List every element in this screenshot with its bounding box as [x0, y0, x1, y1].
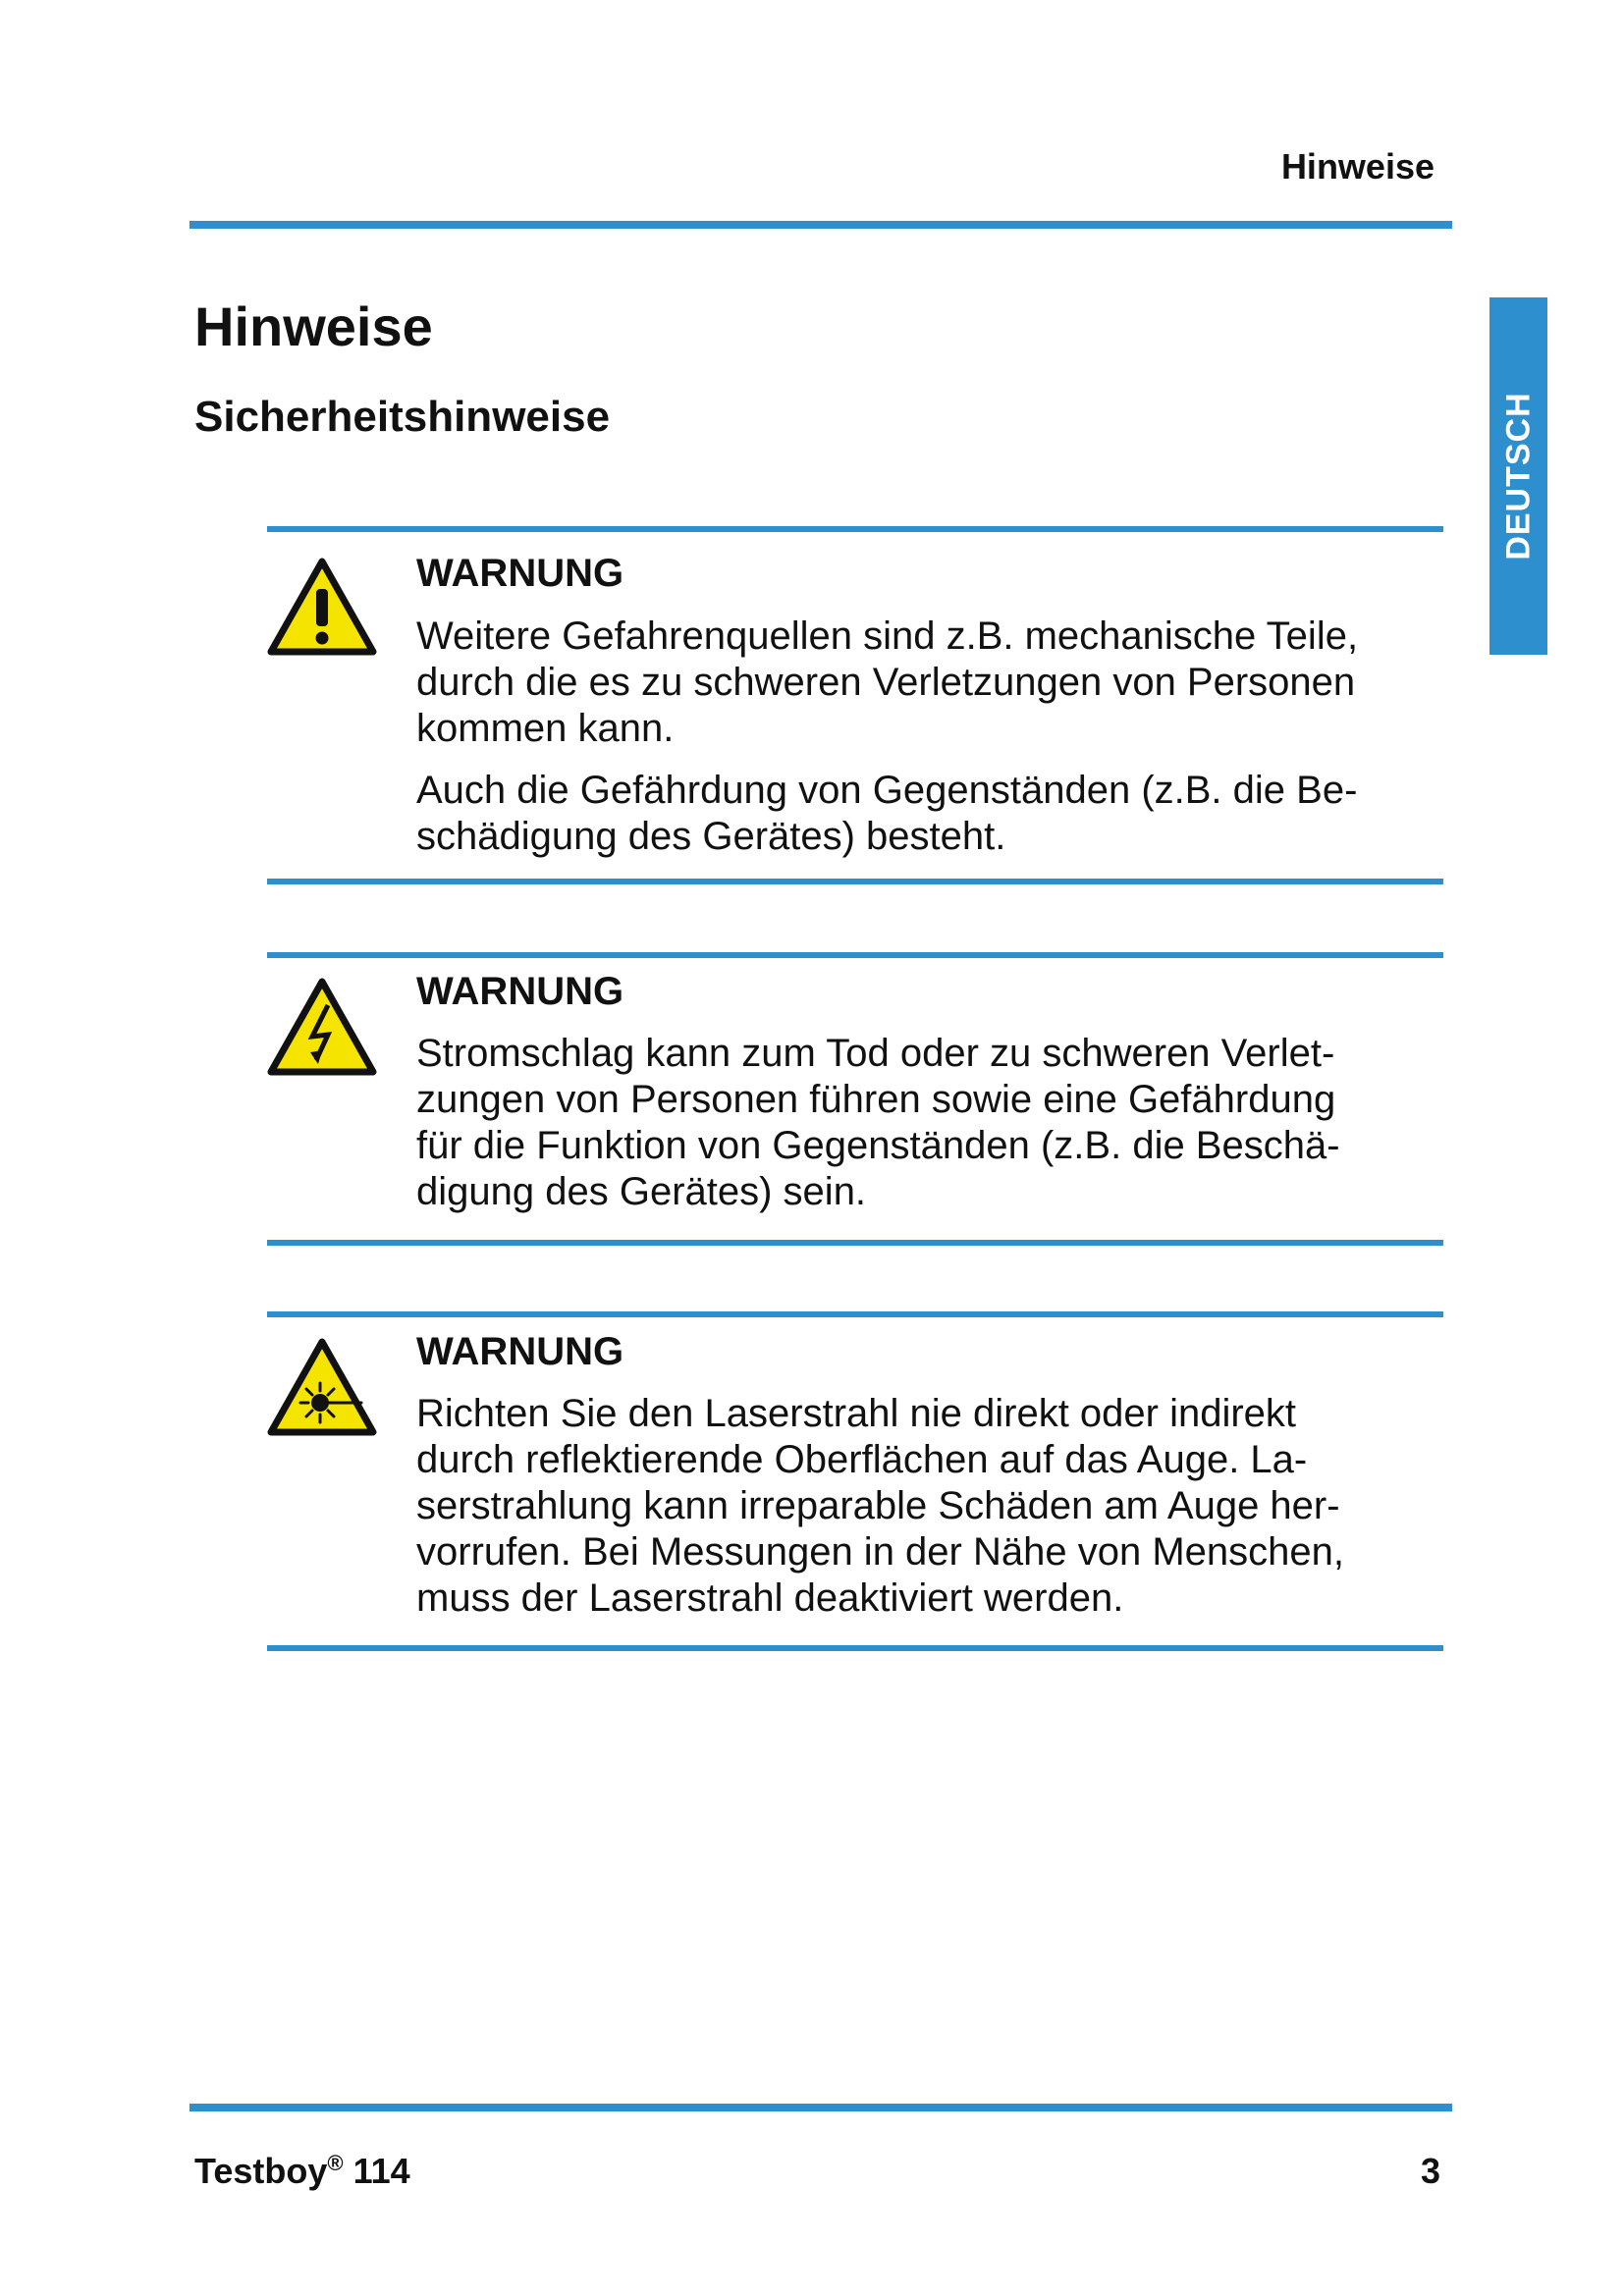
warning-3-bottom-rule [267, 1645, 1443, 1651]
language-tab-label: DEUTSCH [1499, 392, 1537, 561]
electric-shock-icon [267, 978, 377, 1076]
running-header: Hinweise [1280, 146, 1435, 187]
warning-2-text-1: Stromschlag kann zum Tod oder zu schweren Verlet- zungen von Personen führen sowie eine Gefährdung für die Funktion von Gegenständen (z.B. die Beschä- digung des Gerätes) sein. [416, 1032, 1340, 1213]
footer-brand: Testboy [194, 2151, 328, 2191]
warning-1-text-2: Auch die Gefährdung von Gegenständen (z.B. die Be- schädigung des Gerätes) besteht. [416, 769, 1358, 858]
warning-1-title: WARNUNG [416, 552, 624, 595]
registered-mark: ® [327, 2151, 344, 2175]
warning-1-text-1: Weitere Gefahrenquellen sind z.B. mechanische Teile, durch die es zu schweren Verletzungen von Personen kommen kann. [416, 614, 1359, 750]
warning-3-top-rule [267, 1311, 1443, 1317]
language-tab [1489, 297, 1547, 655]
warning-2-bottom-rule [267, 1240, 1443, 1246]
warning-3-text-1: Richten Sie den Laserstrahl nie direkt oder indirekt durch reflektierende Oberflächen auf das Auge. La- serstrahlung kann irreparable Schäden am Auge her- vorrufen. Bei Messungen in der Nähe von Menschen, muss der Laserstrahl deaktiviert werden. [416, 1392, 1344, 1620]
warning-3-title: WARNUNG [416, 1330, 624, 1373]
warning-2-top-rule [267, 952, 1443, 958]
page-title: Hinweise [194, 295, 433, 357]
footer-rule [189, 2104, 1452, 2111]
warning-1-bottom-rule [267, 879, 1443, 884]
header-rule [189, 221, 1452, 229]
laser-warning-icon [267, 1338, 377, 1436]
page-number: 3 [1420, 2151, 1440, 2191]
section-title: Sicherheitshinweise [194, 393, 611, 441]
warning-1-top-rule [267, 526, 1443, 532]
warning-2-title: WARNUNG [416, 970, 624, 1013]
footer-product-name [194, 2147, 410, 2196]
footer-model: 114 [352, 2151, 410, 2191]
general-warning-icon [267, 558, 377, 656]
